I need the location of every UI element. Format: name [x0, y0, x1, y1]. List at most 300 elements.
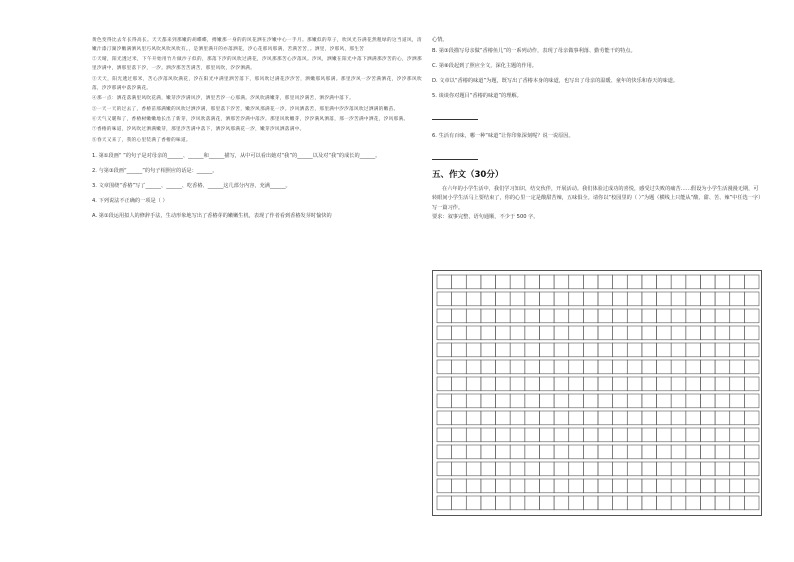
grid-cell[interactable] [525, 428, 540, 442]
grid-cell[interactable] [466, 326, 481, 340]
grid-cell[interactable] [525, 326, 540, 340]
grid-cell[interactable] [657, 496, 672, 510]
grid-cell[interactable] [686, 326, 701, 340]
grid-cell[interactable] [539, 462, 554, 476]
grid-cell[interactable] [569, 445, 584, 459]
grid-cell[interactable] [481, 292, 496, 306]
grid-cell[interactable] [496, 479, 511, 493]
grid-cell[interactable] [598, 411, 613, 425]
grid-cell[interactable] [598, 428, 613, 442]
grid-cell[interactable] [715, 275, 730, 289]
grid-cell[interactable] [554, 479, 569, 493]
grid-cell[interactable] [598, 309, 613, 323]
grid-cell[interactable] [671, 343, 686, 357]
grid-cell[interactable] [452, 343, 467, 357]
grid-cell[interactable] [583, 292, 598, 306]
grid-cell[interactable] [642, 326, 657, 340]
grid-cell[interactable] [657, 411, 672, 425]
composition-grid[interactable] [432, 270, 762, 516]
grid-cell[interactable] [452, 462, 467, 476]
grid-cell[interactable] [642, 309, 657, 323]
grid-cell[interactable] [686, 292, 701, 306]
grid-cell[interactable] [452, 326, 467, 340]
grid-cell[interactable] [598, 275, 613, 289]
grid-cell[interactable] [657, 394, 672, 408]
grid-cell[interactable] [525, 462, 540, 476]
grid-cell[interactable] [598, 360, 613, 374]
grid-cell[interactable] [671, 428, 686, 442]
grid-cell[interactable] [510, 292, 525, 306]
grid-cell[interactable] [481, 496, 496, 510]
grid-cell[interactable] [613, 462, 628, 476]
grid-cell[interactable] [642, 275, 657, 289]
grid-cell[interactable] [583, 462, 598, 476]
grid-cell[interactable] [598, 462, 613, 476]
grid-cell[interactable] [715, 309, 730, 323]
grid-cell[interactable] [744, 462, 759, 476]
grid-cell[interactable] [730, 309, 745, 323]
grid-cell[interactable] [569, 377, 584, 391]
grid-cell[interactable] [671, 326, 686, 340]
grid-cell[interactable] [700, 428, 715, 442]
grid-cell[interactable] [730, 326, 745, 340]
grid-cell[interactable] [496, 445, 511, 459]
grid-cell[interactable] [510, 275, 525, 289]
grid-cell[interactable] [466, 394, 481, 408]
grid-cell[interactable] [700, 275, 715, 289]
grid-cell[interactable] [525, 445, 540, 459]
grid-cell[interactable] [700, 411, 715, 425]
grid-cell[interactable] [730, 445, 745, 459]
grid-cell[interactable] [642, 445, 657, 459]
grid-cell[interactable] [437, 275, 452, 289]
grid-cell[interactable] [583, 445, 598, 459]
grid-cell[interactable] [554, 445, 569, 459]
grid-cell[interactable] [510, 496, 525, 510]
grid-cell[interactable] [671, 394, 686, 408]
grid-cell[interactable] [452, 394, 467, 408]
grid-cell[interactable] [496, 343, 511, 357]
grid-cell[interactable] [466, 292, 481, 306]
grid-cell[interactable] [452, 275, 467, 289]
grid-cell[interactable] [554, 496, 569, 510]
grid-cell[interactable] [715, 496, 730, 510]
grid-cell[interactable] [437, 496, 452, 510]
grid-cell[interactable] [510, 326, 525, 340]
grid-cell[interactable] [730, 275, 745, 289]
grid-cell[interactable] [686, 394, 701, 408]
grid-cell[interactable] [700, 292, 715, 306]
grid-cell[interactable] [510, 445, 525, 459]
grid-cell[interactable] [627, 343, 642, 357]
grid-cell[interactable] [730, 428, 745, 442]
grid-cell[interactable] [583, 343, 598, 357]
grid-cell[interactable] [496, 411, 511, 425]
grid-cell[interactable] [730, 360, 745, 374]
grid-cell[interactable] [627, 275, 642, 289]
grid-cell[interactable] [481, 377, 496, 391]
grid-cell[interactable] [686, 445, 701, 459]
grid-cell[interactable] [466, 479, 481, 493]
grid-cell[interactable] [525, 496, 540, 510]
grid-cell[interactable] [598, 445, 613, 459]
grid-cell[interactable] [642, 462, 657, 476]
grid-cell[interactable] [627, 411, 642, 425]
grid-cell[interactable] [481, 309, 496, 323]
grid-cell[interactable] [437, 343, 452, 357]
grid-cell[interactable] [539, 428, 554, 442]
grid-cell[interactable] [627, 445, 642, 459]
grid-cell[interactable] [583, 275, 598, 289]
grid-cell[interactable] [452, 292, 467, 306]
grid-cell[interactable] [700, 445, 715, 459]
grid-cell[interactable] [554, 326, 569, 340]
grid-cell[interactable] [452, 479, 467, 493]
grid-cell[interactable] [642, 428, 657, 442]
grid-cell[interactable] [583, 411, 598, 425]
grid-cell[interactable] [627, 326, 642, 340]
grid-cell[interactable] [657, 377, 672, 391]
grid-cell[interactable] [525, 360, 540, 374]
grid-cell[interactable] [730, 377, 745, 391]
grid-cell[interactable] [715, 462, 730, 476]
grid-cell[interactable] [744, 479, 759, 493]
grid-cell[interactable] [569, 462, 584, 476]
grid-cell[interactable] [569, 343, 584, 357]
grid-cell[interactable] [481, 343, 496, 357]
grid-cell[interactable] [613, 496, 628, 510]
grid-cell[interactable] [466, 377, 481, 391]
grid-cell[interactable] [554, 394, 569, 408]
grid-cell[interactable] [510, 428, 525, 442]
grid-cell[interactable] [700, 377, 715, 391]
grid-cell[interactable] [715, 326, 730, 340]
grid-cell[interactable] [481, 360, 496, 374]
grid-cell[interactable] [437, 309, 452, 323]
grid-cell[interactable] [539, 394, 554, 408]
grid-cell[interactable] [525, 343, 540, 357]
grid-cell[interactable] [583, 394, 598, 408]
grid-cell[interactable] [554, 462, 569, 476]
grid-cell[interactable] [452, 496, 467, 510]
grid-cell[interactable] [525, 377, 540, 391]
grid-cell[interactable] [583, 479, 598, 493]
grid-cell[interactable] [539, 309, 554, 323]
grid-cell[interactable] [627, 462, 642, 476]
grid-cell[interactable] [715, 343, 730, 357]
grid-cell[interactable] [496, 462, 511, 476]
grid-cell[interactable] [510, 360, 525, 374]
grid-cell[interactable] [569, 309, 584, 323]
grid-cell[interactable] [700, 496, 715, 510]
grid-cell[interactable] [671, 462, 686, 476]
grid-cell[interactable] [525, 411, 540, 425]
grid-cell[interactable] [642, 496, 657, 510]
grid-cell[interactable] [466, 309, 481, 323]
grid-cell[interactable] [627, 360, 642, 374]
grid-cell[interactable] [466, 496, 481, 510]
grid-cell[interactable] [569, 394, 584, 408]
grid-cell[interactable] [437, 377, 452, 391]
grid-cell[interactable] [700, 343, 715, 357]
grid-cell[interactable] [466, 445, 481, 459]
grid-cell[interactable] [730, 496, 745, 510]
grid-cell[interactable] [642, 377, 657, 391]
grid-cell[interactable] [730, 462, 745, 476]
grid-cell[interactable] [671, 377, 686, 391]
grid-cell[interactable] [700, 462, 715, 476]
grid-cell[interactable] [452, 309, 467, 323]
grid-cell[interactable] [496, 275, 511, 289]
grid-cell[interactable] [583, 428, 598, 442]
grid-cell[interactable] [481, 394, 496, 408]
grid-cell[interactable] [686, 479, 701, 493]
grid-cell[interactable] [613, 326, 628, 340]
grid-cell[interactable] [744, 360, 759, 374]
grid-cell[interactable] [583, 496, 598, 510]
grid-cell[interactable] [583, 326, 598, 340]
grid-cell[interactable] [686, 343, 701, 357]
grid-cell[interactable] [686, 462, 701, 476]
grid-cell[interactable] [642, 343, 657, 357]
grid-cell[interactable] [700, 309, 715, 323]
grid-cell[interactable] [539, 326, 554, 340]
grid-cell[interactable] [539, 479, 554, 493]
grid-cell[interactable] [466, 275, 481, 289]
grid-cell[interactable] [613, 394, 628, 408]
grid-cell[interactable] [627, 309, 642, 323]
grid-cell[interactable] [657, 479, 672, 493]
grid-cell[interactable] [671, 479, 686, 493]
grid-cell[interactable] [627, 292, 642, 306]
grid-cell[interactable] [583, 377, 598, 391]
grid-cell[interactable] [437, 445, 452, 459]
grid-cell[interactable] [715, 479, 730, 493]
grid-cell[interactable] [466, 411, 481, 425]
grid-cell[interactable] [539, 360, 554, 374]
grid-cell[interactable] [496, 428, 511, 442]
grid-cell[interactable] [539, 411, 554, 425]
grid-cell[interactable] [715, 445, 730, 459]
grid-cell[interactable] [539, 377, 554, 391]
grid-cell[interactable] [657, 360, 672, 374]
grid-cell[interactable] [613, 411, 628, 425]
grid-cell[interactable] [642, 292, 657, 306]
grid-cell[interactable] [554, 292, 569, 306]
grid-cell[interactable] [525, 292, 540, 306]
grid-cell[interactable] [481, 479, 496, 493]
grid-cell[interactable] [539, 275, 554, 289]
grid-cell[interactable] [657, 343, 672, 357]
grid-cell[interactable] [730, 292, 745, 306]
grid-cell[interactable] [496, 326, 511, 340]
grid-cell[interactable] [700, 360, 715, 374]
grid-cell[interactable] [539, 445, 554, 459]
grid-cell[interactable] [598, 377, 613, 391]
grid-cell[interactable] [510, 479, 525, 493]
grid-cell[interactable] [466, 343, 481, 357]
grid-cell[interactable] [642, 394, 657, 408]
answer-line-6[interactable] [432, 147, 478, 160]
grid-cell[interactable] [715, 411, 730, 425]
grid-cell[interactable] [569, 479, 584, 493]
grid-cell[interactable] [627, 394, 642, 408]
grid-cell[interactable] [715, 394, 730, 408]
grid-cell[interactable] [671, 411, 686, 425]
grid-cell[interactable] [481, 326, 496, 340]
grid-cell[interactable] [686, 428, 701, 442]
grid-cell[interactable] [627, 496, 642, 510]
grid-cell[interactable] [569, 326, 584, 340]
grid-cell[interactable] [510, 411, 525, 425]
grid-cell[interactable] [437, 326, 452, 340]
grid-cell[interactable] [642, 479, 657, 493]
grid-cell[interactable] [496, 377, 511, 391]
grid-cell[interactable] [525, 309, 540, 323]
grid-cell[interactable] [730, 343, 745, 357]
grid-cell[interactable] [744, 411, 759, 425]
grid-cell[interactable] [657, 428, 672, 442]
grid-cell[interactable] [642, 360, 657, 374]
grid-cell[interactable] [657, 326, 672, 340]
grid-cell[interactable] [744, 394, 759, 408]
grid-cell[interactable] [671, 360, 686, 374]
grid-cell[interactable] [613, 309, 628, 323]
grid-cell[interactable] [496, 292, 511, 306]
grid-cell[interactable] [452, 411, 467, 425]
grid-cell[interactable] [525, 275, 540, 289]
grid-cell[interactable] [510, 309, 525, 323]
grid-cell[interactable] [496, 309, 511, 323]
grid-cell[interactable] [671, 292, 686, 306]
grid-cell[interactable] [510, 394, 525, 408]
grid-cell[interactable] [671, 309, 686, 323]
grid-cell[interactable] [466, 462, 481, 476]
grid-cell[interactable] [569, 496, 584, 510]
grid-cell[interactable] [598, 343, 613, 357]
grid-cell[interactable] [686, 496, 701, 510]
grid-cell[interactable] [496, 360, 511, 374]
grid-cell[interactable] [627, 479, 642, 493]
grid-cell[interactable] [627, 428, 642, 442]
grid-cell[interactable] [554, 428, 569, 442]
grid-cell[interactable] [554, 411, 569, 425]
grid-cell[interactable] [715, 292, 730, 306]
grid-cell[interactable] [496, 496, 511, 510]
grid-cell[interactable] [569, 275, 584, 289]
grid-cell[interactable] [613, 428, 628, 442]
grid-cell[interactable] [569, 360, 584, 374]
grid-cell[interactable] [613, 479, 628, 493]
grid-cell[interactable] [437, 411, 452, 425]
grid-cell[interactable] [657, 309, 672, 323]
grid-cell[interactable] [598, 496, 613, 510]
grid-cell[interactable] [613, 360, 628, 374]
grid-cell[interactable] [452, 445, 467, 459]
grid-cell[interactable] [613, 275, 628, 289]
grid-cell[interactable] [466, 428, 481, 442]
grid-cell[interactable] [613, 445, 628, 459]
grid-cell[interactable] [598, 479, 613, 493]
grid-cell[interactable] [481, 411, 496, 425]
grid-cell[interactable] [671, 445, 686, 459]
grid-cell[interactable] [569, 428, 584, 442]
grid-cell[interactable] [481, 445, 496, 459]
grid-cell[interactable] [715, 360, 730, 374]
grid-cell[interactable] [583, 360, 598, 374]
grid-cell[interactable] [437, 479, 452, 493]
grid-cell[interactable] [671, 275, 686, 289]
grid-cell[interactable] [554, 275, 569, 289]
grid-cell[interactable] [437, 360, 452, 374]
grid-cell[interactable] [744, 326, 759, 340]
grid-cell[interactable] [539, 496, 554, 510]
grid-cell[interactable] [686, 411, 701, 425]
grid-cell[interactable] [496, 394, 511, 408]
grid-cell[interactable] [627, 377, 642, 391]
grid-cell[interactable] [686, 309, 701, 323]
grid-cell[interactable] [598, 292, 613, 306]
grid-cell[interactable] [744, 496, 759, 510]
grid-cell[interactable] [744, 275, 759, 289]
grid-cell[interactable] [744, 309, 759, 323]
grid-cell[interactable] [686, 360, 701, 374]
grid-cell[interactable] [598, 326, 613, 340]
grid-cell[interactable] [554, 377, 569, 391]
grid-cell[interactable] [730, 479, 745, 493]
grid-cell[interactable] [583, 309, 598, 323]
grid-cell[interactable] [481, 462, 496, 476]
grid-cell[interactable] [744, 377, 759, 391]
grid-cell[interactable] [657, 292, 672, 306]
grid-cell[interactable] [569, 411, 584, 425]
grid-cell[interactable] [744, 292, 759, 306]
grid-cell[interactable] [700, 394, 715, 408]
grid-cell[interactable] [510, 343, 525, 357]
grid-cell[interactable] [613, 377, 628, 391]
grid-cell[interactable] [744, 343, 759, 357]
grid-cell[interactable] [613, 343, 628, 357]
grid-cell[interactable] [525, 479, 540, 493]
grid-cell[interactable] [437, 462, 452, 476]
grid-cell[interactable] [539, 292, 554, 306]
grid-cell[interactable] [744, 445, 759, 459]
grid-cell[interactable] [452, 428, 467, 442]
grid-cell[interactable] [452, 377, 467, 391]
grid-cell[interactable] [657, 445, 672, 459]
grid-cell[interactable] [510, 377, 525, 391]
grid-cell[interactable] [700, 326, 715, 340]
grid-cell[interactable] [686, 275, 701, 289]
grid-cell[interactable] [613, 292, 628, 306]
grid-cell[interactable] [657, 462, 672, 476]
grid-cell[interactable] [730, 394, 745, 408]
grid-cell[interactable] [598, 394, 613, 408]
grid-cell[interactable] [437, 394, 452, 408]
grid-cell[interactable] [510, 462, 525, 476]
grid-cell[interactable] [437, 292, 452, 306]
grid-cell[interactable] [730, 411, 745, 425]
grid-cell[interactable] [525, 394, 540, 408]
grid-cell[interactable] [700, 479, 715, 493]
grid-cell[interactable] [466, 360, 481, 374]
answer-line-5[interactable] [432, 107, 478, 120]
grid-cell[interactable] [554, 360, 569, 374]
grid-cell[interactable] [452, 360, 467, 374]
grid-cell[interactable] [642, 411, 657, 425]
grid-cell[interactable] [481, 428, 496, 442]
grid-cell[interactable] [686, 377, 701, 391]
